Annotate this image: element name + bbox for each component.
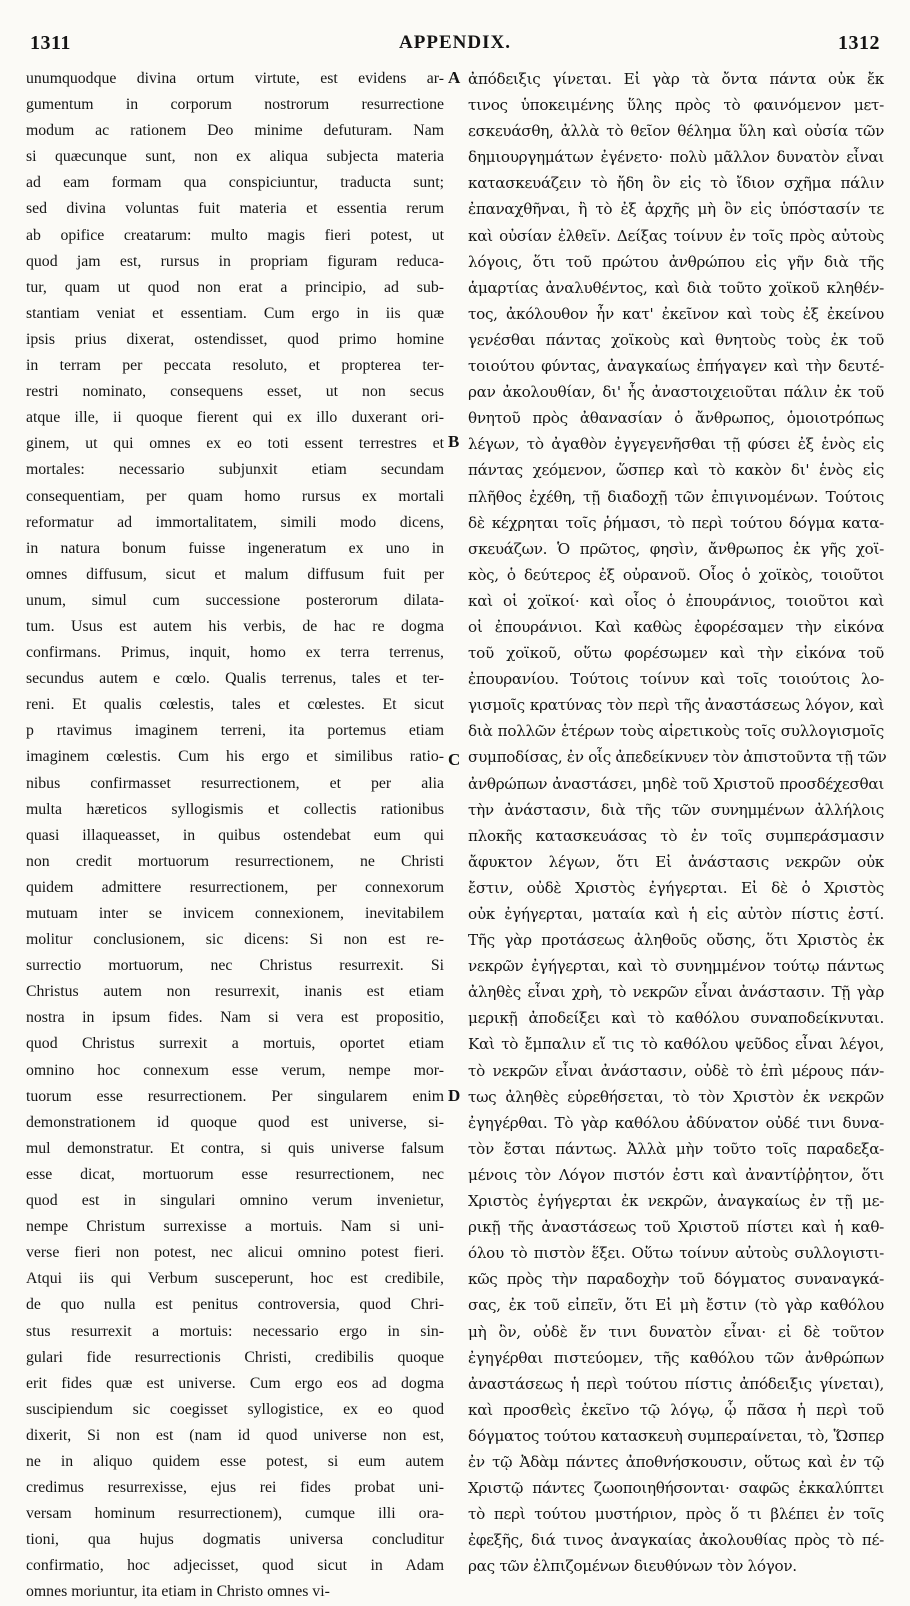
latin-text-line: demonstrationem id quoque quod est universe, si- xyxy=(26,1113,444,1131)
greek-text-line: τὸν ἔσται πάντως. Ἀλλὰ μὴν τοῦτο τοῖς παραδεξα- xyxy=(468,1139,884,1158)
greek-text-line: καὶ προσθεὶς ἐκεῖνο τῷ λόγῳ, ᾧ πᾶσα ἡ περὶ τοῦ xyxy=(468,1400,884,1419)
greek-text-line: οὐκ ἐγήγερται, ματαία καὶ ἡ εἰς αὐτὸν πίστις ἐστί. xyxy=(468,905,884,923)
latin-text-line: omnino hoc connexum esse verum, nempe mor- xyxy=(26,1061,444,1079)
latin-text-line: unum, simul cum successione posterorum dilata- xyxy=(26,591,444,609)
greek-text-line: συμποδίσας, ἐν οἷς ἀπεδείκνυεν τὸν ἀπιστοῦντα τῇ τῶν xyxy=(468,748,887,767)
greek-text-line: ἐγηγέρθαι. Τὸ γὰρ καθόλου ἀδύνατον οὐδέ τινι δυνα- xyxy=(468,1113,884,1132)
latin-text-line: omnes moriuntur, ita etiam in Christo omnes vi- xyxy=(26,1583,330,1601)
greek-text-line: τὸ περὶ τούτου μυστήριον, πρὸς ὅ τι βλέπει ἐν τοῖς xyxy=(468,1505,884,1524)
greek-text-line: Χριστὸς ἐγήγερται ἐκ νεκρῶν, ἀναγκαίως ἐν τῇ με- xyxy=(468,1192,884,1211)
greek-text-line: κῶς πρὸς τὴν παραδοχὴν τοῦ δόγματος συναναγκά- xyxy=(468,1270,884,1289)
greek-text-line: ρικῇ τῆς ἀναστάσεως τοῦ Χριστοῦ πίστει καὶ ἡ καθ- xyxy=(468,1218,884,1237)
greek-text-line: γενέσθαι πάντας χοϊκοὺς καὶ θνητοὺς τοὺς ἐκ τοῦ xyxy=(468,330,884,349)
greek-text-line: δόγματος τούτου κατασκευὴ συμπεραίνεται, τὸ, Ὥσπερ xyxy=(468,1426,884,1445)
greek-text-line: δὲ κέχρηται τοῖς ῥήμασι, τὸ περὶ τούτου δόγμα κατα- xyxy=(468,513,884,532)
left-column-number: 1311 xyxy=(30,32,71,54)
greek-text-line: Τῆς γὰρ προτάσεως ἀληθοῦς οὔσης, ὅτι Χριστὸς ἐκ xyxy=(468,931,884,950)
greek-text-line: ἐπουρανίου. Τούτοις τοίνυν καὶ τοῖς τοιούτοις λο- xyxy=(468,670,884,689)
greek-text-line: καὶ οὐσίαν ἐλθεῖν. Δείξας τοίνυν ἐν τοῖς πρὸς αὐτοὺς xyxy=(468,226,884,245)
latin-text-line: nibus confirmasset resurrectionem, et per alia xyxy=(26,774,444,792)
greek-text-line: ἁμαρτίας ἀναλυθέντος, καὶ διὰ τοῦτο χοϊκοῦ κληθέν- xyxy=(468,278,884,297)
latin-text-line: consequentiam, per quam homo rursus ex mortali xyxy=(26,487,444,505)
latin-text-line: de quo nulla est penitus controversia, quod Chri- xyxy=(26,1296,444,1314)
latin-column xyxy=(26,66,444,1601)
latin-text-line: ginem, ut qui omnes ex eo toti essent terrestres et xyxy=(26,435,444,453)
latin-text-line: quidem admittere resurrectionem, per connexorum xyxy=(26,878,444,896)
latin-text-line: credimus resurrexisse, ejus rei fides probat uni- xyxy=(26,1479,444,1497)
greek-text-line: όλου τὸ πιστὸν ἕξει. Οὕτω τοίνυν αὐτοὺς συλλογιστι- xyxy=(468,1244,884,1263)
greek-text-line: ἐν τῷ Ἀδὰμ πάντες ἀποθνήσκουσιν, οὕτως καὶ ἐν τῷ xyxy=(468,1452,884,1471)
latin-text-line: versam hominum resurrectionem), cumque illi ora- xyxy=(26,1505,444,1523)
latin-text-line: dixerit, Si non est (nam id quod universe non est, xyxy=(26,1426,444,1444)
latin-text-line: Atqui iis qui Verbum susceperunt, hoc est credibile, xyxy=(26,1270,444,1288)
greek-text-line: μερικῇ ἀποδείξει καὶ τὸ καθόλου συναποδείκνυται. xyxy=(468,1009,884,1028)
latin-text-line: omnes diffusum, sicut et malum diffusum fuit per xyxy=(26,565,444,583)
greek-text-line: ἔστιν, οὐδὲ Χριστὸς ἐγήγερται. Εἰ δὲ ὁ Χριστὸς xyxy=(468,878,884,897)
latin-text-line: surrectio mortuorum, nec Christus resurrexit. Si xyxy=(26,957,444,975)
greek-column xyxy=(468,66,887,1576)
section-marker-a: A xyxy=(448,68,461,87)
greek-text-line: δημιουργημάτων ἐγένετο· πολὺ μᾶλλον δυνατὸν εἶναι xyxy=(468,148,884,167)
latin-text-line: tuorum esse resurrectionem. Per singularem enim xyxy=(26,1087,444,1105)
greek-text-line: τὴν ἀνάστασιν, διὰ τῆς τῶν συνημμένων ἀλλήλοις xyxy=(468,800,884,819)
latin-text-line: nempe Christum surrexisse a mortuis. Nam si uni- xyxy=(26,1218,444,1236)
greek-text-line: κατασκευάζειν τὸ ἤδη ὂν εἰς τὸ ἴδιον σχῆμα πάλιν xyxy=(468,174,884,193)
greek-text-line: Χριστῷ πάντες ζωοποιηθήσονται· σαφῶς ἐκκαλύπτει xyxy=(468,1479,884,1498)
greek-text-line: τος, ἀκόλουθον ἦν κατ' ἐκεῖνον καὶ τοὺς ἐξ ἐκείνου xyxy=(468,304,884,323)
latin-text-line: gulari fide resurrectionis Christi, credibilis quoque xyxy=(26,1348,444,1366)
greek-text-line: ρας τῶν ἐλπιζομένων διευθύνων τὸν λόγον. xyxy=(468,1557,797,1576)
greek-text-line: πλῆθος ἐχέθη, τῇ διαδοχῇ τῶν ἐπιγινομένων. Τούτοις xyxy=(468,487,884,506)
latin-text-line: suscipiendum sic coegisset syllogistice, ex eo quod xyxy=(26,1400,444,1418)
greek-text-line: καὶ οἱ χοϊκοί· καὶ οἷος ὁ ἐπουράνιος, τοιοῦτοι καὶ xyxy=(468,591,884,610)
latin-text-line: ne in aliquo quidem esse potest, si eum autem xyxy=(26,1452,444,1470)
running-title: APPENDIX. xyxy=(399,32,511,53)
greek-text-line: ἀναστάσεως ἡ περὶ τούτου πίστις ἀπόδειξις γίνεται), xyxy=(468,1374,884,1393)
right-column-number: 1312 xyxy=(838,32,880,54)
greek-text-line: θνητοῦ πρὸς ἀθανασίαν ὁ ἄνθρωπος, ὁμοιοτρόπως xyxy=(468,409,884,428)
greek-text-line: κὸς, ὁ δεύτερος ἐξ οὐρανοῦ. Οἷος ὁ χοϊκὸς, τοιοῦτοι xyxy=(468,565,884,584)
latin-text-line: confirmans. Primus, inquit, homo ex terra terrenus, xyxy=(26,644,444,662)
latin-text-line: quod jam est, rursus in propriam figuram reduca- xyxy=(26,252,444,270)
latin-text-line: multa hæreticos syllogismis et collectis rationibus xyxy=(26,800,444,818)
latin-text-line: mul demonstratur. Et contra, si quis universe falsum xyxy=(26,1139,444,1157)
latin-text-line: ad eam formam qua conspiciuntur, traducta sunt; xyxy=(26,174,444,192)
section-marker-c: C xyxy=(448,750,461,769)
greek-text-line: εσκευάσθη, ἀλλὰ τὸ θεῖον θέλημα ὕλη καὶ οὐσία τῶν xyxy=(468,122,884,141)
latin-text-line: sed divina voluntas fuit materia et essentia rerum xyxy=(26,200,444,218)
latin-text-line: unumquodque divina ortum virtute, est evidens ar- xyxy=(26,70,444,87)
latin-text-line: restri nominato, consequens esset, ut non secus xyxy=(26,383,444,401)
latin-text-line: stus resurrexit a mortuis: necessario ergo in sin- xyxy=(26,1322,444,1340)
latin-text-line: ab opifice creatarum: multo magis fieri potest, ut xyxy=(26,226,444,244)
greek-text-line: τως ἀληθὲς εὑρεθήσεται, τὸ τὸν Χριστὸν ἐκ νεκρῶν xyxy=(468,1087,884,1106)
latin-text-line: verse fieri non potest, nec alicui omnino potest fieri. xyxy=(26,1244,444,1262)
greek-text-line: γισμοῖς κρατύνας τὸν περὶ τῆς ἀναστάσεως λόγον, καὶ xyxy=(468,696,884,715)
section-marker-b: B xyxy=(448,432,460,451)
latin-text-line: quod Christus surrexit a mortuis, oportet etiam xyxy=(26,1035,444,1053)
latin-text-line: mortales: necessario subjunxit etiam secundam xyxy=(26,461,444,479)
greek-text-line: ἀνθρώπων ἀναστάσει, μηδὲ τοῦ Χριστοῦ προσδέχεσθαι xyxy=(468,774,884,793)
latin-text-line: non credit mortuorum resurrectionem, ne Christi xyxy=(26,852,444,870)
latin-text-line: erit fides quæ est universe. Cum ergo eos ad dogma xyxy=(26,1374,444,1392)
latin-text-line: imaginem cœlestis. Cum his ergo et similibus ratio- xyxy=(26,748,444,766)
latin-text-line: molitur conclusionem, sic dicens: Si non est re- xyxy=(26,931,444,949)
greek-text-line: τοῦ χοϊκοῦ, οὕτω φορέσωμεν καὶ τὴν εἰκόνα τοῦ xyxy=(468,644,884,663)
latin-text-line: modum ac rationem Deo minime defuturam. Nam xyxy=(26,122,444,140)
latin-text-line: p rtavimus imaginem terreni, ita portemus etiam xyxy=(26,722,444,740)
greek-text-line: ἄφυκτον λέγων, ὅτι Εἰ ἀνάστασις νεκρῶν οὐκ xyxy=(468,852,884,871)
greek-text-line: τοιούτου φύντας, ἀναγκαίως ἐπήγαγεν καὶ τὴν δευτέ- xyxy=(468,357,884,376)
page-header xyxy=(30,32,880,56)
latin-text-line: stantiam veniat et essentiam. Cum ergo in iis quæ xyxy=(26,304,444,322)
latin-text-line: tioni, qua hujus dogmatis universa concluditur xyxy=(26,1531,444,1549)
greek-text-line: Καὶ τὸ ἔμπαλιν εἴ τις τὸ καθόλου ψεῦδος εἶναι λέγοι, xyxy=(468,1035,884,1054)
latin-text-line: atque ille, ii quoque fierent qui ex illo duxerant ori- xyxy=(26,409,444,427)
latin-text-line: mutuam inter se invicem connexionem, inevitabilem xyxy=(26,905,444,922)
greek-text-line: ἐγηγέρθαι πιστεύομεν, τῆς καθόλου τῶν ἀνθρώπων xyxy=(468,1348,884,1367)
greek-text-line: σκευάζων. Ὁ πρῶτος, φησὶν, ἄνθρωπος ἐκ γῆς χοϊ- xyxy=(468,539,884,558)
latin-text-line: confirmatio, hoc adjecisset, quod sicut in Adam xyxy=(26,1557,444,1575)
section-marker-d: D xyxy=(448,1086,461,1105)
greek-text-line: οἱ ἐπουράνιοι. Καὶ καθὼς ἐφορέσαμεν τὴν εἰκόνα xyxy=(468,617,884,636)
greek-text-line: ἐφεξῆς, διά τινος ἀναγκαίας ἀκολουθίας πρὸς τὸ πέ- xyxy=(468,1531,884,1550)
latin-text-line: reni. Et qualis cœlestis, tales et cœlestes. Et sicut xyxy=(26,696,444,714)
greek-text-line: πλοκῆς κατασκευάσας τὸ ἐν τοῖς συμπεράσμασιν xyxy=(468,826,884,845)
greek-text-line: πάντας χεόμενον, ὥσπερ καὶ τὸ κακὸν δι' ἑνὸς εἰς xyxy=(468,461,884,480)
latin-text-line: gumentum in corporum nostrorum resurrectione xyxy=(26,96,444,114)
greek-text-line: ἀληθὲς εἶναι χρὴ, τὸ νεκρῶν εἶναι ἀνάστασιν. Τῇ γὰρ xyxy=(468,983,884,1002)
latin-text-line: quasi illaqueasset, in quibus ostendebat eum qui xyxy=(26,826,444,844)
latin-text-line: tum. Usus est autem his verbis, de hac re dogma xyxy=(26,617,444,635)
greek-text-line: τὸ νεκρῶν εἶναι ἀνάστασιν, οὐδὲ τὸ ἐπὶ μέρους πάν- xyxy=(468,1061,884,1080)
greek-text-line: σας, ἐκ τοῦ εἰπεῖν, ὅτι Εἰ μὴ ἔστιν (τὸ γὰρ καθόλου xyxy=(468,1296,884,1315)
greek-text-line: μένοις τὸν Λόγον πιστόν ἐστι καὶ ἀναντίῤῥητον, ὅτι xyxy=(468,1165,884,1184)
latin-text-line: Christus autem non resurrexit, inanis est etiam xyxy=(26,983,444,1001)
greek-text-line: ἀπόδειξις γίνεται. Εἰ γὰρ τὰ ὄντα πάντα οὐκ ἔκ xyxy=(468,70,884,88)
latin-text-line: si quæcunque sunt, non ex aliqua subjecta materia xyxy=(26,148,444,166)
latin-text-line: in terram per peccata resoluto, et propterea ter- xyxy=(26,357,444,375)
latin-text-line: secundus autem e cœlo. Qualis terrenus, tales et ter- xyxy=(26,670,444,688)
greek-text-line: λέγων, τὸ ἀγαθὸν ἐγγεγενῆσθαι τῇ φύσει ἐξ ἑνὸς εἰς xyxy=(468,435,884,454)
greek-text-line: ραν ἀκολουθίαν, δι' ἧς ἀναστοιχειοῦται πάλιν ἐκ τοῦ xyxy=(468,383,884,402)
latin-text-line: tur, quam ut quod non erat a principio, ad sub- xyxy=(26,278,444,296)
latin-text-line: ipsis prius dixerat, ostendisset, quod primo homine xyxy=(26,330,444,348)
latin-text-line: reformatur ad immortalitatem, simili modo dicens, xyxy=(26,513,444,531)
latin-text-line: in natura bonum fuisse ingeneratum ex uno in xyxy=(26,539,444,557)
greek-text-line: λόγοις, ὅτι τοῦ πρώτου ἀνθρώπου εἰς γῆν διὰ τῆς xyxy=(468,252,884,271)
latin-text-line: esse dicat, mortuorum esse resurrectionem, nec xyxy=(26,1165,444,1183)
greek-text-line: νεκρῶν ἐγήγερται, καὶ τὸ συνημμένον τούτῳ πάντως xyxy=(468,957,884,976)
greek-text-line: διὰ πολλῶν ἑτέρων τοὺς αἱρετικοὺς τοῖς συλλογισμοῖς xyxy=(468,722,884,741)
latin-text-line: nostra in ipsum fides. Nam si vera est propositio, xyxy=(26,1009,444,1027)
greek-text-line: ἐπαναχθῆναι, ἢ τὸ ἐξ ἀρχῆς μὴ ὂν εἰς ὑπόστασίν τε xyxy=(468,200,884,219)
greek-text-line: μὴ ὂν, οὐδὲ ἔν τινι δυνατὸν εἶναι· εἰ δὲ τοῦτον xyxy=(468,1322,884,1341)
greek-text-line: τινος ὑποκειμένης ὕλης πρὸς τὸ φαινόμενον μετ- xyxy=(468,96,884,115)
latin-text-line: quod est in singulari omnino verum invenietur, xyxy=(26,1192,444,1210)
